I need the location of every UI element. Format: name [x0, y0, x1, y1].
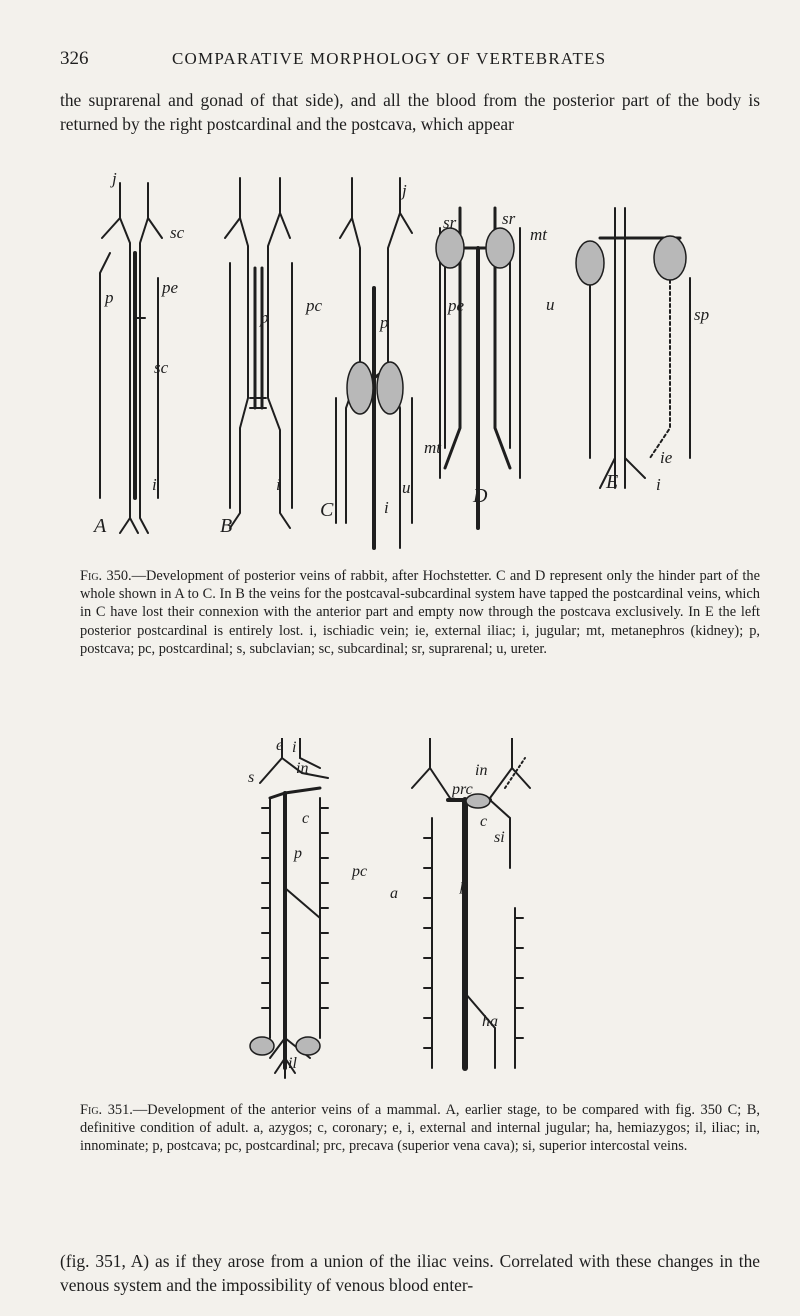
fig350-label-mt-d: mt	[530, 225, 547, 244]
fig351-panel-a	[260, 738, 328, 1078]
fig350-label-i-a: i	[152, 475, 157, 494]
fig350-label-mt-c: mt	[424, 438, 441, 457]
fig350-panel-label-c: C	[320, 499, 334, 521]
fig351-label-s: s	[248, 769, 255, 786]
figure-350-number: Fig. 350.	[80, 568, 132, 584]
figure-350-caption-text: —Development of posterior veins of rabbit, after Hochstetter. C and D represent only the hinder part of the whole shown in A to C. In B the veins for the postcaval-subcardinal system have tapped the postcardinal veins, which in C have lost their connexion with the anterior part and empty now through the postcava exclusively. In E the left posterior postcardinal is entirely lost. i, ischiadic vein; ie, external iliac; i, jugular; mt, metanephros (kidney); p, postcava; pc, postcardinal; s, subclavian; sc, subcardinal; sr, suprarenal; u, ureter.	[80, 568, 760, 657]
figure-350-caption	[80, 567, 760, 658]
fig350-label-sp: sp	[694, 305, 710, 324]
fig350-label-u-c: u	[402, 478, 411, 497]
figure-351-caption	[80, 1101, 760, 1156]
fig350-label-pc: pc	[306, 296, 323, 315]
figure-351-caption-text: —Development of the anterior veins of a mammal. A, earlier stage, to be compared with fig. 350 C; B, definitive condition of adult. a, azygos; c, coronary; e, i, external and internal jugular; ha, hemiazygos; il, iliac; in, innominate; p, postcava; pc, postcardinal; prc, precava (superior vena cava); si, superior intercostal veins.	[80, 1102, 761, 1155]
fig350-label-sc: sc	[170, 223, 185, 242]
fig350-label-pe-c: pe	[448, 296, 465, 315]
fig350-label-pe-a: pe	[162, 278, 179, 297]
figure-350-illustration	[90, 168, 720, 558]
fig351-label-in-b: in	[475, 762, 488, 779]
figure-350	[90, 168, 720, 558]
fig351-label-ha: ha	[482, 1013, 498, 1030]
fig351-label-pc: pc	[352, 863, 368, 880]
fig350-label-p-c: p	[380, 313, 389, 332]
fig351-label-p-b: p	[460, 877, 468, 894]
fig350-panel-label-e: E	[606, 471, 619, 493]
fig351-label-c-b: c	[480, 813, 488, 830]
fig350-label-ie: ie	[660, 448, 673, 467]
fig351-label-in-a: in	[296, 760, 309, 777]
fig350-label-i-c: i	[384, 498, 389, 517]
running-title: COMPARATIVE MORPHOLOGY OF VERTEBRATES	[172, 49, 607, 68]
fig350-label-u-d: u	[546, 295, 555, 314]
fig350-label-p-b: p	[260, 308, 269, 327]
fig350-label-i-b: i	[276, 475, 281, 494]
fig351-label-p-a: p	[294, 845, 302, 862]
fig350-label-j-a: j	[112, 169, 117, 188]
fig351-label-a: a	[390, 885, 398, 902]
fig351-label-prc: prc	[452, 781, 473, 798]
fig351-label-si: si	[494, 829, 505, 846]
fig350-panel-label-a: A	[94, 515, 107, 537]
fig350-panel-c	[336, 178, 412, 548]
fig350-panel-label-d: D	[473, 485, 488, 507]
page-header	[60, 48, 750, 72]
fig350-panel-b	[225, 178, 292, 528]
fig350-label-i-e: i	[656, 475, 661, 494]
fig350-label-sc-lower: sc	[154, 358, 169, 377]
fig351-label-c-a: c	[302, 810, 310, 827]
fig351-label-il: il	[288, 1055, 297, 1072]
fig351-label-i: i	[292, 739, 297, 756]
page-number: 326	[60, 48, 89, 69]
figure-351-number: Fig. 351.	[80, 1102, 133, 1118]
body-paragraph-top: the suprarenal and gonad of that side), and all the blood from the posterior part of the body is returned by the right postcardinal and the postcava, which appear	[60, 90, 760, 134]
figure-351	[240, 738, 570, 1083]
fig350-panel-label-b: B	[220, 515, 233, 537]
fig350-label-p-a: p	[105, 288, 114, 307]
fig350-organs	[347, 228, 686, 414]
fig350-label-sr-d2: sr	[502, 209, 516, 228]
body-paragraph-bottom: (fig. 351, A) as if they arose from a union of the iliac veins. Correlated with these changes in the venous system and the impossibility of venous blood enter-	[60, 1251, 760, 1295]
fig350-label-j-c: j	[402, 181, 407, 200]
figure-351-illustration	[240, 738, 570, 1083]
fig351-label-e: e	[276, 738, 284, 754]
fig350-label-sr-d: sr	[443, 213, 457, 232]
